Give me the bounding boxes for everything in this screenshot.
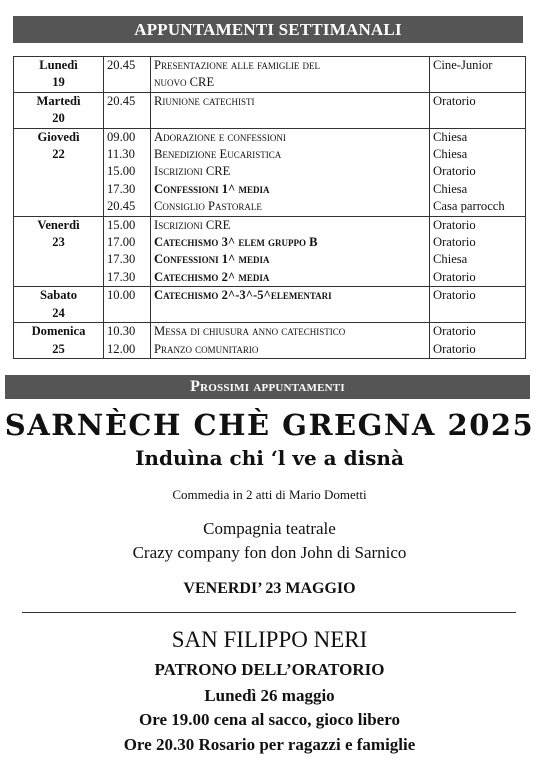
schedule-day-row xyxy=(14,323,526,359)
spacer xyxy=(433,74,522,91)
entry-activity: Catechismo 2^ media xyxy=(154,269,270,284)
weekly-appointments-title: APPUNTAMENTI SETTIMANALI xyxy=(134,19,402,39)
day-name: Giovedì xyxy=(37,129,80,144)
spacer xyxy=(107,74,147,91)
schedule-day-row xyxy=(14,57,526,93)
activity-cell xyxy=(151,216,430,287)
show-subtitle: Induìna chi ‘l ve a disnà xyxy=(135,446,404,470)
schedule-day-row xyxy=(14,128,526,216)
schedule-day-row xyxy=(14,287,526,323)
entry-place: Casa parrocch xyxy=(433,199,505,214)
entry-place: Oratorio xyxy=(433,269,476,284)
company-line-1: Compagnia teatrale xyxy=(203,519,336,538)
entry-place: Oratorio xyxy=(433,341,476,356)
activity-cell xyxy=(151,57,430,93)
section-divider xyxy=(22,612,516,613)
entry-activity: Catechismo 3^ elem gruppo B xyxy=(154,235,318,250)
entry-place: Oratorio xyxy=(433,164,476,179)
show-date: VENERDI’ 23 MAGGIO xyxy=(183,580,356,597)
feast-saint: SAN FILIPPO NERI xyxy=(171,627,368,652)
feast-patron: PATRONO DELL’ORATORIO xyxy=(154,660,385,679)
day-cell xyxy=(14,287,104,323)
day-cell xyxy=(14,323,104,359)
entry-activity: Messa di chiusura anno catechistico xyxy=(154,324,346,339)
entry-activity: Riunione catechisti xyxy=(154,93,255,108)
entry-activity: Iscrizioni CRE xyxy=(154,217,231,232)
entry-time: 20.45 xyxy=(107,199,136,214)
schedule-day-row xyxy=(14,92,526,128)
company-line-2: Crazy company fon don John di Sarnico xyxy=(132,543,407,562)
time-cell xyxy=(104,128,151,216)
feast-schedule-line-1: Ore 19.00 cena al sacco, gioco libero xyxy=(139,710,400,729)
entry-place: Oratorio xyxy=(433,324,476,339)
entry-time: 12.00 xyxy=(107,341,136,356)
entry-activity: Confessioni 1^ media xyxy=(154,181,270,196)
entry-activity: Catechismo 2^-3^-5^elementari xyxy=(154,288,332,303)
time-cell xyxy=(104,216,151,287)
day-name: Lunedì xyxy=(39,58,78,72)
day-date: 20 xyxy=(52,111,65,126)
time-cell xyxy=(104,92,151,128)
feast-schedule-line-2: Ore 20.30 Rosario per ragazzi e famiglie xyxy=(123,735,416,754)
show-author: Commedia in 2 atti di Mario Dometti xyxy=(172,487,367,502)
day-name: Sabato xyxy=(39,288,78,303)
entry-activity: Consiglio Pastorale xyxy=(154,199,262,214)
time-cell xyxy=(104,323,151,359)
day-name: Venerdì xyxy=(37,217,80,232)
entry-time: 15.00 xyxy=(107,164,136,179)
activity-cell xyxy=(151,287,430,323)
entry-activity: Iscrizioni CRE xyxy=(154,164,231,179)
entry-place: Chiesa xyxy=(433,129,468,144)
entry-activity: Confessioni 1^ media xyxy=(154,252,270,267)
day-cell xyxy=(14,92,104,128)
activity-cell xyxy=(151,128,430,216)
upcoming-appointments-title: Prossimi appuntamenti xyxy=(190,378,345,395)
entry-time: 17.30 xyxy=(107,181,136,196)
place-cell xyxy=(430,323,526,359)
schedule-day-row xyxy=(14,216,526,287)
entry-time: 09.00 xyxy=(107,129,136,144)
feast-date: Lunedì 26 maggio xyxy=(204,686,335,705)
day-cell xyxy=(14,128,104,216)
time-cell xyxy=(104,287,151,323)
day-name: Martedì xyxy=(36,93,81,108)
weekly-appointments-header xyxy=(13,16,523,43)
place-cell xyxy=(430,57,526,93)
upcoming-appointments-header xyxy=(5,375,530,399)
day-cell xyxy=(14,216,104,287)
day-date: 22 xyxy=(52,147,65,162)
day-date: 19 xyxy=(52,75,65,90)
entry-time: 17.30 xyxy=(107,252,136,267)
entry-time: 10.00 xyxy=(107,288,136,303)
entry-activity: Benedizione Eucaristica xyxy=(154,147,282,162)
weekly-schedule-table xyxy=(13,56,526,359)
entry-place: Cine-Junior xyxy=(433,58,493,72)
entry-time: 11.30 xyxy=(107,147,135,162)
entry-time: 15.00 xyxy=(107,217,136,232)
place-cell xyxy=(430,92,526,128)
place-cell xyxy=(430,128,526,216)
entry-place: Oratorio xyxy=(433,288,476,303)
time-cell xyxy=(104,57,151,93)
place-cell xyxy=(430,216,526,287)
entry-time: 20.45 xyxy=(107,93,136,108)
day-name: Domenica xyxy=(31,324,86,339)
activity-cell xyxy=(151,323,430,359)
day-cell xyxy=(14,57,104,93)
entry-place: Chiesa xyxy=(433,181,468,196)
day-date: 25 xyxy=(52,341,65,356)
entry-activity: nuovo CRE xyxy=(154,75,215,90)
entry-activity: Adorazione e confessioni xyxy=(154,129,286,144)
entry-time: 10.30 xyxy=(107,324,136,339)
entry-place: Oratorio xyxy=(433,93,476,108)
activity-cell xyxy=(151,92,430,128)
entry-time: 17.30 xyxy=(107,269,136,284)
entry-place: Chiesa xyxy=(433,147,468,162)
entry-time: 20.45 xyxy=(107,58,136,72)
entry-place: Oratorio xyxy=(433,217,476,232)
entry-place: Oratorio xyxy=(433,235,476,250)
day-date: 23 xyxy=(52,235,65,250)
entry-time: 17.00 xyxy=(107,235,136,250)
entry-activity: Pranzo comunitario xyxy=(154,341,259,356)
show-title: SARNÈCH CHÈ GREGNA 2025 xyxy=(4,408,535,442)
day-date: 24 xyxy=(52,305,65,320)
entry-place: Chiesa xyxy=(433,252,468,267)
place-cell xyxy=(430,287,526,323)
entry-activity: Presentazione alle famiglie del xyxy=(154,58,321,72)
